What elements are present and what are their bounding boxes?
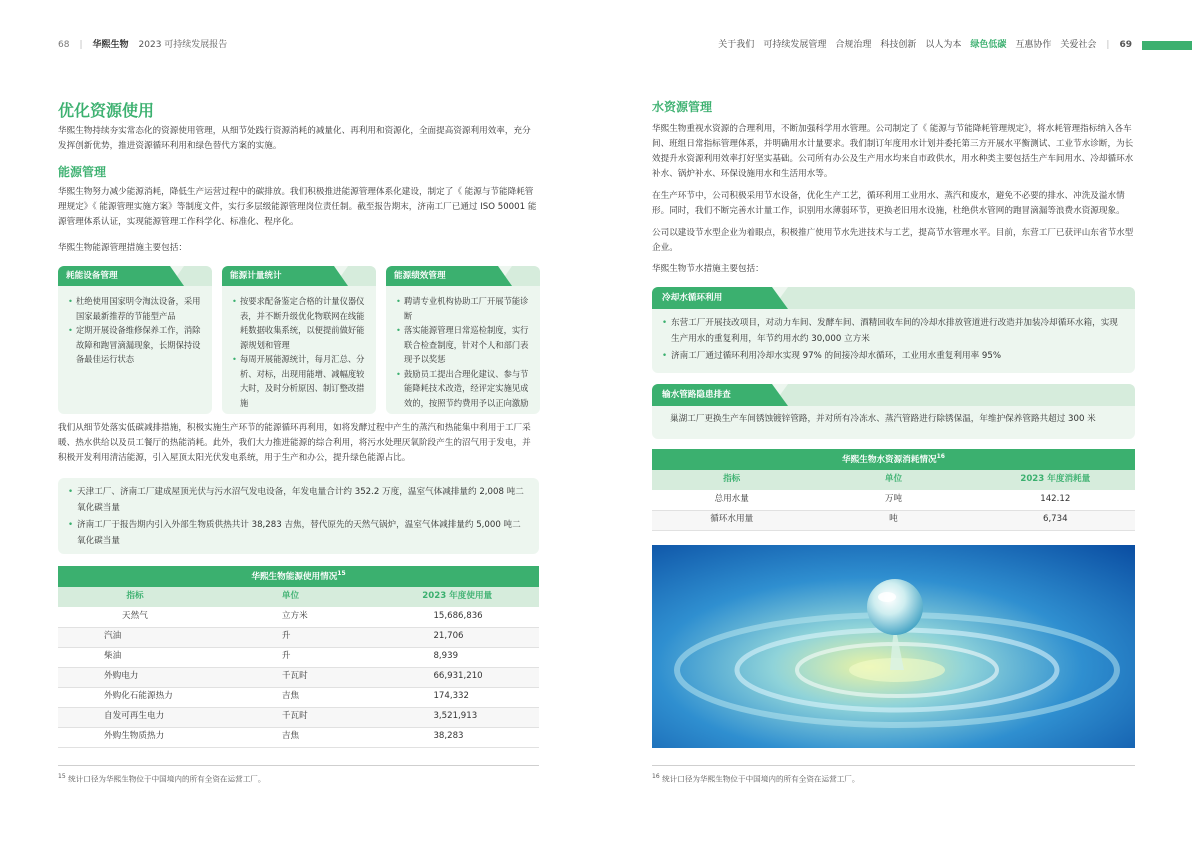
left-header: 68 | 华熙生物 2023 可持续发展报告 [58, 38, 227, 54]
table-row: 柴油 升 8,939 [58, 647, 539, 667]
footnote-divider [652, 765, 1135, 766]
nav-innovation[interactable]: 科技创新 [880, 40, 917, 50]
header-accent-bar [1142, 41, 1192, 50]
footnote-16: $^{16}$ 统计口径为华熙生物位于中国境内的所有全资在运营工厂。 [652, 773, 860, 784]
nav-society[interactable]: 关爱社会 [1060, 40, 1097, 50]
energy-measure-cards [58, 266, 539, 414]
energy-highlights [58, 478, 539, 554]
header-value: 2023 年度消耗量 [976, 470, 1135, 490]
water-heading: 水资源管理 [652, 100, 713, 114]
energy-paragraph-2: 华熙生物能源管理措施主要包括： [58, 243, 187, 253]
list-item: • 济南工厂通过循环利用冷却水实现 97% 的间接冷却水循环，工业用水重复利用率 95% [662, 348, 1125, 364]
cooling-water-box [652, 287, 1135, 373]
table-row: 循环水用量 吨 6,734 [652, 510, 1135, 530]
list-item: • 天津工厂、济南工厂建成屋顶光伏与污水沼气发电设备，年发电量合计约 352.2 万度，温室气体减排量约 2,008 吨二氧化碳当量 [68, 484, 529, 517]
header-indicator: 指标 [652, 470, 811, 490]
card-tag: 能源计量统计 [222, 266, 334, 286]
water-droplet-photo [652, 545, 1135, 748]
report-title: 2023 可持续发展报告 [138, 40, 228, 50]
header-unit: 单位 [212, 587, 376, 607]
card-performance [386, 266, 540, 414]
header-unit: 单位 [811, 470, 975, 490]
nav-cooperation[interactable]: 互惠协作 [1015, 40, 1052, 50]
card-tag: 耗能设备管理 [58, 266, 170, 286]
water-paragraph-4: 华熙生物节水措施主要包括： [652, 264, 764, 274]
water-paragraph-3: 公司以建设节水型企业为着眼点，积极推广使用节水先进技术与工艺，提高节水管理水平。目前，东营工厂已获评山东省节水型企业。 [652, 228, 1134, 254]
table-row: 外购电力 千瓦时 66,931,210 [58, 667, 539, 687]
table-row: 总用水量 万吨 142.12 [652, 490, 1135, 510]
section-title: 优化资源使用 [58, 101, 155, 120]
table-caption: 华熙生物水资源消耗情况$^{16}$ [652, 449, 1135, 470]
table-row: 天然气 立方米 15,686,836 [58, 607, 539, 627]
pipeline-box [652, 384, 1135, 439]
list-item: • 东营工厂开展技改项目，对动力车间、发酵车间、酒精回收车间的冷却水排放管道进行改造并加装冷却循环水箱，实现生产用水的重复利用，年节约用水约 30,000 立方米 [662, 315, 1125, 348]
nav-about[interactable]: 关于我们 [718, 40, 755, 50]
pipeline-tag: 输水管路隐患排查 [652, 384, 772, 406]
water-paragraph-1: 华熙生物重视水资源的合理利用，不断加强科学用水管理。公司制定了《 能源与节能降耗管理规定》，将水耗管理指标纳入各车间、班组日常指标管理体系，并明确用水计量要求。我们制订年度用水计划并委托第三方开展水平衡测试、工业节水诊断，为长效提升水资源利用效率打好坚实基础。公司所有办公及生产用水均来自市政供水，用水种类主要包括生产车间用水、冷却循环水补水、锅炉补水、环保设施用水和生活用水等。 [652, 124, 1134, 180]
energy-usage-table [58, 566, 539, 748]
table-row: 外购化石能源热力 吉焦 174,332 [58, 687, 539, 707]
brand-name: 华熙生物 [92, 40, 129, 50]
list-item: • 济南工厂于报告期内引入外部生物质供热共计 38,283 吉焦，替代原先的天然气锅炉，温室气体减排量约 5,000 吨二氧化碳当量 [68, 517, 529, 550]
nav-sustainability[interactable]: 可持续发展管理 [763, 40, 827, 50]
table-row: 外购生物质热力 吉焦 38,283 [58, 727, 539, 747]
water-droplet-illustration [652, 545, 1135, 748]
header-value: 2023 年度使用量 [375, 587, 539, 607]
energy-paragraph-1: 华熙生物努力减少能源消耗，降低生产运营过程中的碳排放。我们积极推进能源管理体系化建设，制定了《 能源与节能降耗管理规定》《 能源管理实施方案》等制度文件，实行多层级能源管理岗位责任制。截至报告期末，济南工厂已通过 ISO 50001 能源管理体系认证，实现能源管理工作科学化、标准化、程序化。 [58, 187, 537, 228]
left-page-number: 68 [58, 40, 70, 50]
cooling-water-tag: 冷却水循环利用 [652, 287, 772, 309]
energy-paragraph-3: 我们从细节处落实低碳减排措施，积极实施生产环节的能源循环再利用，如将发酵过程中产生的蒸汽和热能集中利用于工厂采暖、热水供给以及员工餐厅的热能消耗。此外，我们大力推进能源的综合利用，将污水处理厌氧阶段产生的沼气用于发电，并积极开发利用清洁能源，引入屋顶太阳光伏发电系统，用于生产和办公，提升绿色能源占比。 [58, 423, 531, 464]
right-page-number: 69 [1119, 40, 1132, 50]
intro-paragraph: 华熙生物持续夯实常态化的资源使用管理，从细节处践行资源消耗的减量化、再利用和资源化，全面提高资源利用效率，充分发挥创新优势，推进资源循环利用和绿色替代方案的实施。 [58, 126, 531, 152]
list-item: • 杜绝使用国家明令淘汰设备，采用国家最新推荐的节能型产品 [68, 294, 204, 323]
card-metering [222, 266, 376, 414]
list-item: • 每周开展能源统计，每月汇总、分析、对标，出现用能增、减幅度较大时，及时分析原因、制订整改措施 [232, 352, 368, 410]
energy-heading: 能源管理 [58, 165, 107, 179]
table-caption: 华熙生物能源使用情况$^{15}$ [58, 566, 539, 587]
header-indicator: 指标 [58, 587, 212, 607]
nav-governance[interactable]: 合规治理 [835, 40, 872, 50]
nav-people[interactable]: 以人为本 [925, 40, 962, 50]
table-row: 自发可再生电力 千瓦时 3,521,913 [58, 707, 539, 727]
water-consumption-table [652, 449, 1135, 531]
list-item: • 按要求配备鉴定合格的计量仪器仪表，并不断升级优化物联网在线能耗数据收集系统，以便提前做好能源规划和管理 [232, 294, 368, 352]
list-item: • 鼓励员工提出合理化建议、参与节能降耗技术改造，经评定实施见成效的，按照节约费用予以正向激励 [396, 367, 532, 411]
list-item: • 聘请专业机构协助工厂开展节能诊断 [396, 294, 532, 323]
footnote-15: $^{15}$ 统计口径为华熙生物位于中国境内的所有全资在运营工厂。 [58, 773, 266, 784]
card-equipment [58, 266, 212, 414]
table-row: 汽油 升 21,706 [58, 627, 539, 647]
footnote-divider [58, 765, 539, 766]
list-item: • 落实能源管理日常巡检制度，实行联合检查制度，针对个人和部门表现予以奖惩 [396, 323, 532, 367]
pipeline-text: 巢湖工厂更换生产车间锈蚀镀锌管路，并对所有冷冻水、蒸汽管路进行除锈保温，年维护保养管路共超过 300 米 [670, 414, 1096, 424]
water-paragraph-2: 在生产环节中，公司积极采用节水设备，优化生产工艺，循环利用工业用水、蒸汽和废水，避免不必要的排水、冲洗及溢水情形。同时，我们不断完善水计量工作，识别用水薄弱环节，更换老旧用水设施，杜绝供水管网的跑冒滴漏等浪费水资源现象。 [652, 191, 1125, 217]
card-tag: 能源绩效管理 [386, 266, 498, 286]
right-header: 关于我们 可持续发展管理 合规治理 科技创新 以人为本 绿色低碳 互惠协作 关爱社会 | 69 [709, 38, 1192, 54]
list-item: • 定期开展设备维修保养工作，消除故障和跑冒滴漏现象，长期保持设备最佳运行状态 [68, 323, 204, 367]
nav-green[interactable]: 绿色低碳 [970, 40, 1007, 50]
